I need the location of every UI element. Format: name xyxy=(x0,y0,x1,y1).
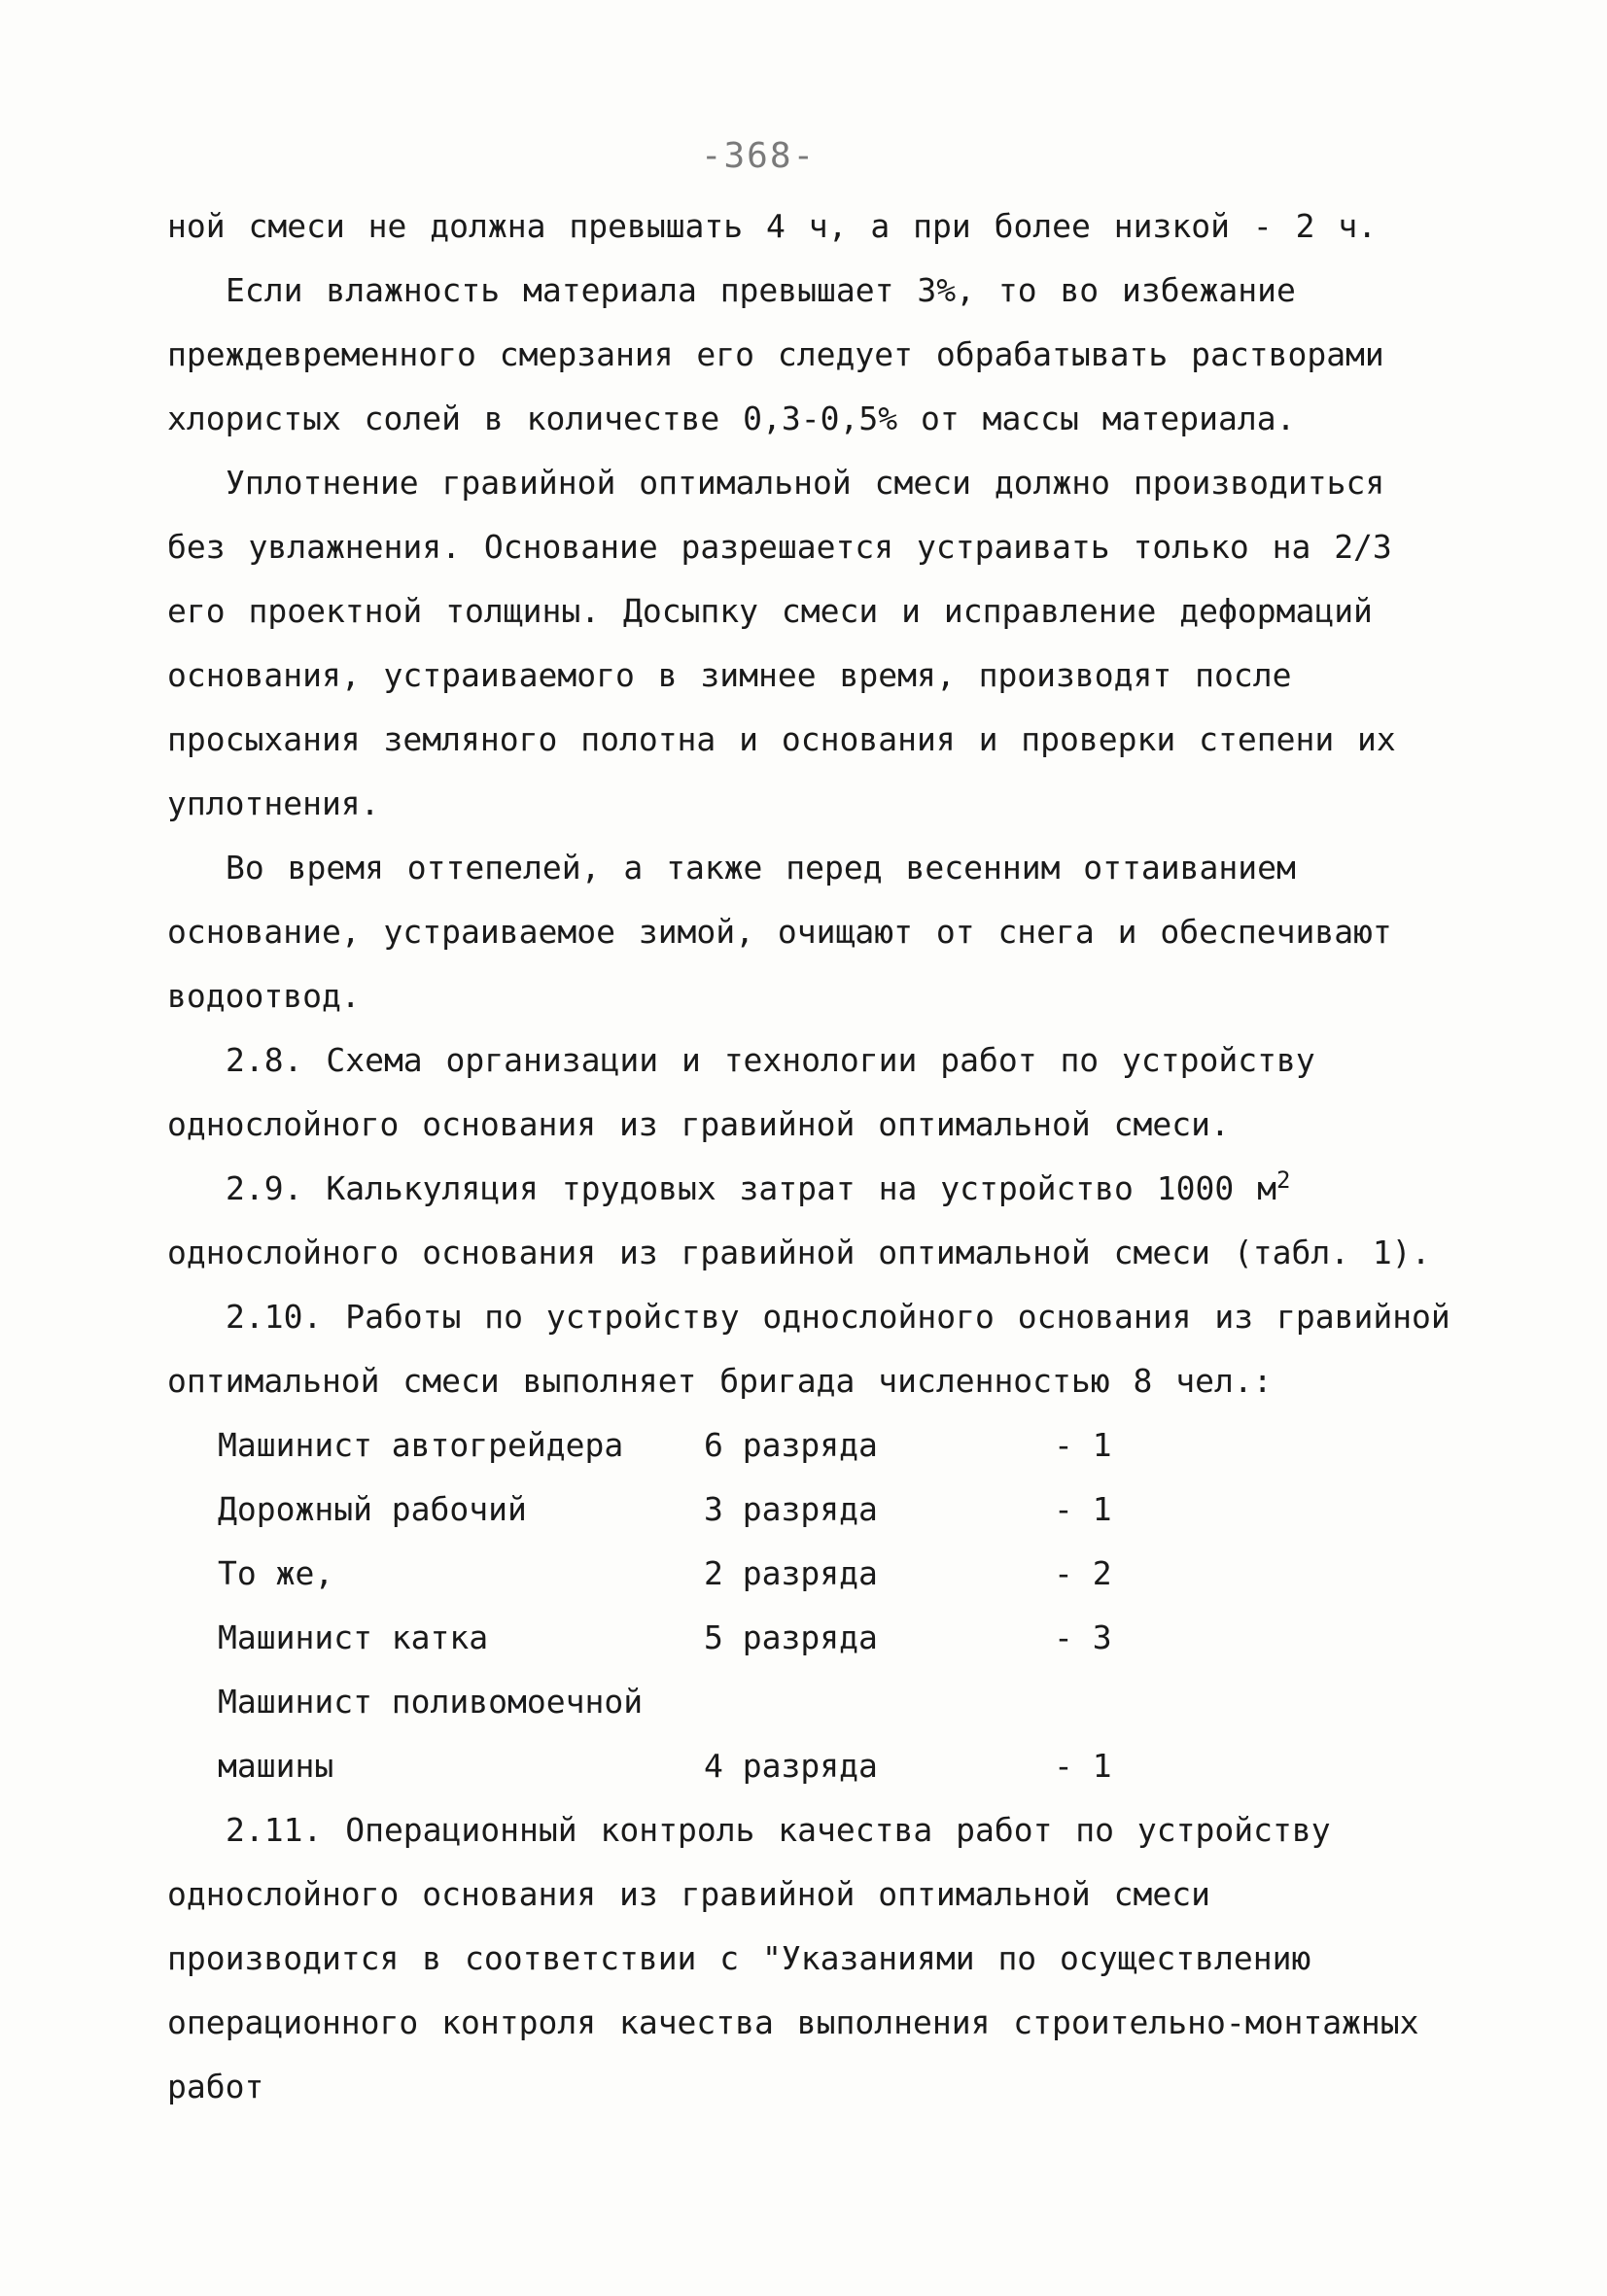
crew-role: Машинист поливомоечной xyxy=(218,1683,644,1721)
crew-grade: 4 разряда xyxy=(704,1747,878,1785)
crew-row xyxy=(167,1734,1460,1798)
paragraph-thaw: Во время оттепелей, а также перед весенним оттаиванием основание, устраиваемое зимой, очищают от снега и обеспечивают водоотвод. xyxy=(167,849,1392,1015)
crew-count: - 2 xyxy=(1054,1554,1112,1592)
crew-row xyxy=(167,1606,1460,1670)
paragraph-2-10: 2.10. Работы по устройству однослойного основания из гравийной оптимальной смеси выполняет бригада численностью 8 чел.: xyxy=(167,1298,1450,1400)
crew-list xyxy=(167,1413,1460,1798)
crew-count: - 3 xyxy=(1054,1618,1112,1656)
crew-role: Машинист катка xyxy=(218,1618,489,1656)
paragraph-2-11: 2.11. Операционный контроль качества работ по устройству однослойного основания из гравийной оптимальной смеси производится в соответствии с "Указаниями по осуществлению операционного контроля качества выполнения строительно-монтажных работ xyxy=(167,1811,1419,2105)
crew-row xyxy=(167,1478,1460,1542)
paragraph-2-9-before: 2.9. Калькуляция трудовых затрат на устройство 1000 м xyxy=(226,1169,1276,1207)
crew-role: То же, xyxy=(218,1554,334,1592)
crew-count: - 1 xyxy=(1054,1490,1112,1528)
crew-row xyxy=(167,1670,1460,1734)
crew-role: машины xyxy=(218,1747,334,1785)
paragraph-2-9-after: однослойного основания из гравийной оптимальной смеси (табл. 1). xyxy=(167,1234,1431,1271)
superscript-unit: 2 xyxy=(1276,1166,1291,1194)
crew-role: Машинист автогрейдера xyxy=(218,1426,624,1464)
crew-row xyxy=(167,1542,1460,1606)
paragraph-2-9 xyxy=(167,1157,1460,1285)
paragraph-continuation: ной смеси не должна превышать 4 ч, а при более низкой - 2 ч. xyxy=(167,207,1378,245)
crew-grade: 6 разряда xyxy=(704,1426,878,1464)
body-text xyxy=(167,194,1460,2119)
crew-count: - 1 xyxy=(1054,1426,1112,1464)
crew-grade: 5 разряда xyxy=(704,1618,878,1656)
crew-role: Дорожный рабочий xyxy=(218,1490,527,1528)
paragraph-2-8: 2.8. Схема организации и технологии работ по устройству однослойного основания из гравийной оптимальной смеси. xyxy=(167,1041,1315,1143)
crew-row xyxy=(167,1413,1460,1478)
paragraph-moisture: Если влажность материала превышает 3%, то во избежание преждевременного смерзания его следует обрабатывать растворами хлористых солей в количестве 0,3-0,5% от массы материала. xyxy=(167,271,1384,437)
crew-grade: 3 разряда xyxy=(704,1490,878,1528)
paragraph-compaction: Уплотнение гравийной оптимальной смеси должно производиться без увлажнения. Основание разрешается устраивать только на 2/3 его проектной толщины. Досыпку смеси и исправление деформаций основания, устраиваемого в зимнее время, производят после просыхания земляного полотна и основания и проверки степени их уплотнения. xyxy=(167,464,1396,822)
crew-grade: 2 разряда xyxy=(704,1554,878,1592)
crew-count: - 1 xyxy=(1054,1747,1112,1785)
page-number: -368- xyxy=(700,136,817,176)
